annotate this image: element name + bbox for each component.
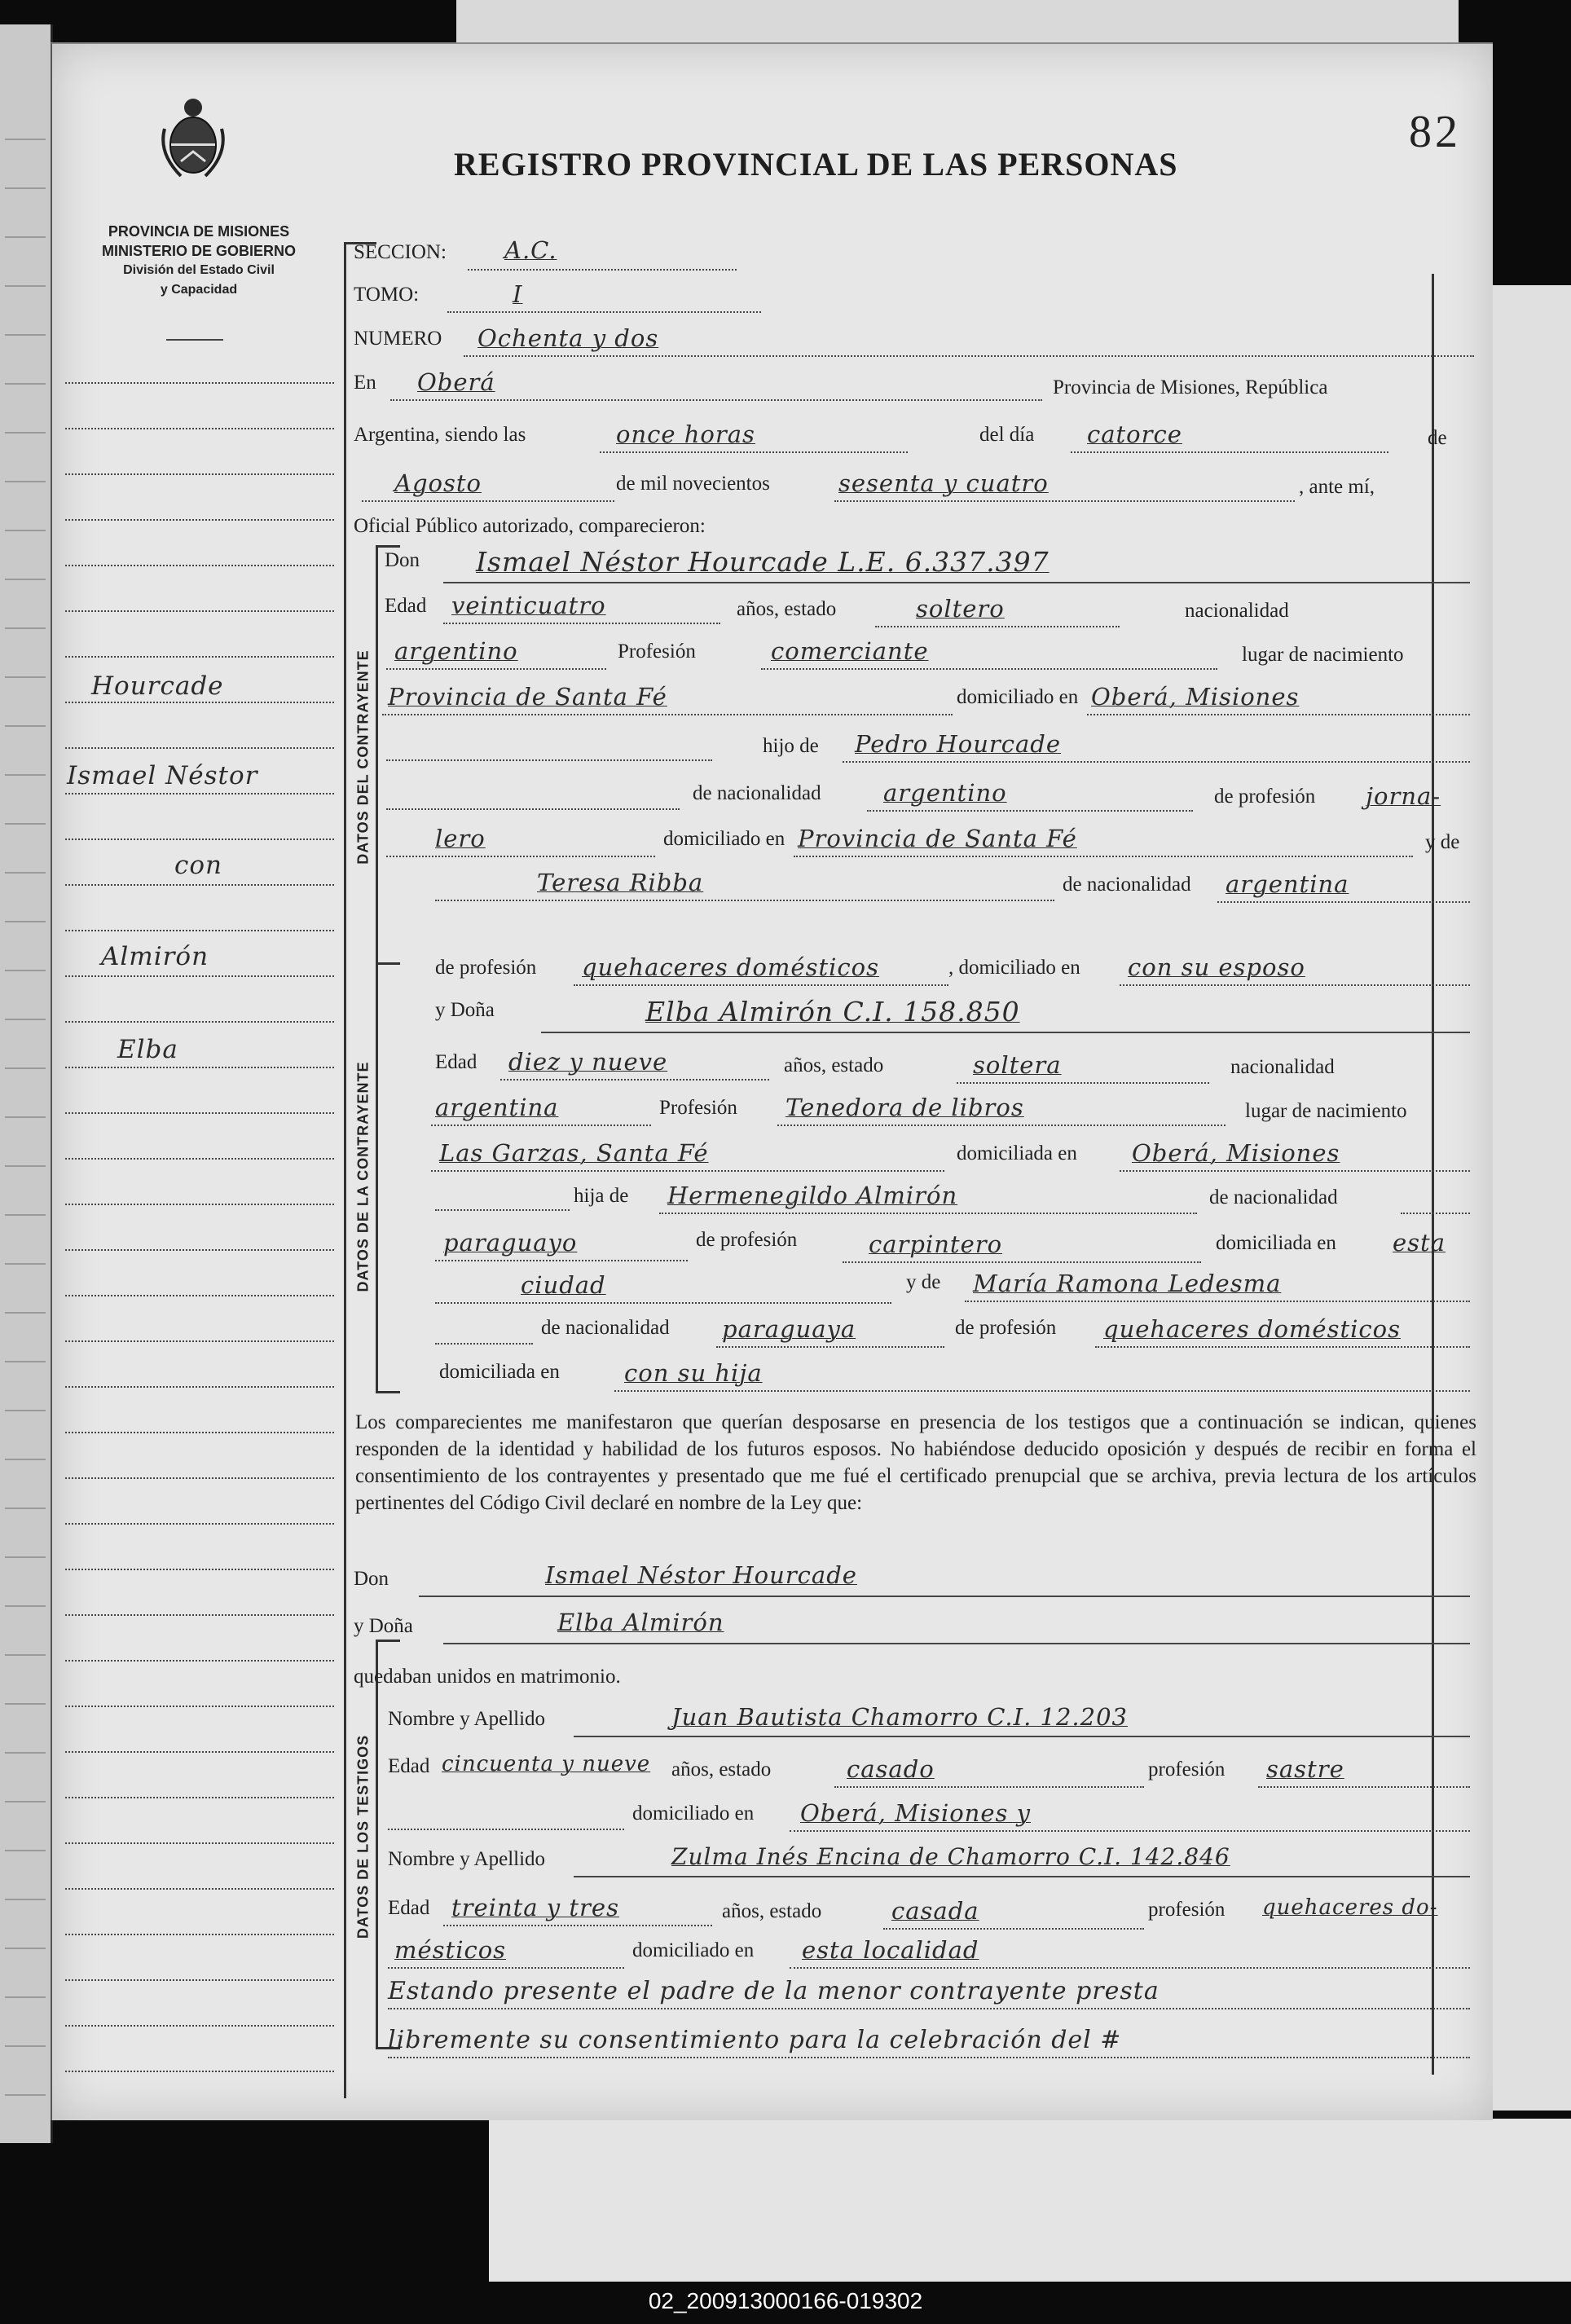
left-adjacent-page xyxy=(0,24,53,2143)
value-padre-novio-nac: argentino xyxy=(883,779,1007,807)
label-numero: NUMERO xyxy=(354,328,442,350)
value-novia-nombre: Elba Almirón C.I. 158.850 xyxy=(645,996,1020,1028)
value-madre-novia: María Ramona Ledesma xyxy=(973,1270,1282,1297)
margin-surname-bride: Almirón xyxy=(101,942,209,971)
label-domiciliado-en: domiciliado en xyxy=(957,686,1079,708)
label-nacionalidad: nacionalidad xyxy=(1185,600,1289,622)
label-en: En xyxy=(354,372,376,394)
value-don-final: Ismael Néstor Hourcade xyxy=(545,1561,857,1589)
value-dia: catorce xyxy=(1087,420,1182,448)
label-anos-estado: años, estado xyxy=(737,598,837,620)
label-de-profesion-3: de profesión xyxy=(696,1229,798,1251)
value-dona-final: Elba Almirón xyxy=(557,1609,724,1636)
value-novio-profesion: comerciante xyxy=(771,637,929,665)
label-seccion: SECCION: xyxy=(354,241,447,263)
label-de-profesion: de profesión xyxy=(1214,786,1316,808)
value-novio-estado: soltero xyxy=(916,595,1005,623)
value-padre-novio-prof1: jorna- xyxy=(1366,782,1441,810)
label-domiciliada-en-3: domiciliada en xyxy=(439,1361,560,1383)
value-madre-novia-prof: quehaceres domésticos xyxy=(1103,1315,1401,1343)
label-nombre-apellido-2: Nombre y Apellido xyxy=(388,1848,546,1870)
note-line-2: libremente su consentimiento para la celebración del # xyxy=(388,2026,1122,2054)
label-y-de: y de xyxy=(1425,831,1460,853)
label-domiciliado-en-4: domiciliado en xyxy=(632,1802,755,1824)
label-anos-estado-2: años, estado xyxy=(784,1054,884,1076)
label-quedaban: quedaban unidos en matrimonio. xyxy=(354,1666,621,1688)
label-domiciliado-en-5: domiciliado en xyxy=(632,1939,755,1961)
label-lugar-nacimiento: lugar de nacimiento xyxy=(1242,644,1404,666)
org-division: División del Estado Civil xyxy=(123,263,275,277)
label-ante-mi: , ante mí, xyxy=(1299,476,1375,498)
label-provincia: Provincia de Misiones, República xyxy=(1053,376,1328,398)
label-argentina-siendo: Argentina, siendo las xyxy=(354,424,526,446)
declaration-paragraph: Los comparecientes me manifestaron que querían desposarse en presencia de los testigos que a continuación se indican, quienes responden de la identidad y habilidad de los futuros esposos. No habiéndose deducido oposición y después de recibir en forma el consentimiento de los contrayentes y presentado que me fué el certificado prenupcial que se archiva, previa lectura de los artículos pertinentes del Código Civil declaré en nombre de la Ley que: xyxy=(355,1411,1476,1514)
value-novia-estado: soltera xyxy=(973,1051,1062,1079)
value-madre-novia-dom: con su hija xyxy=(624,1359,763,1387)
label-de-profesion-4: de profesión xyxy=(955,1317,1057,1339)
label-de-nacionalidad-3: de nacionalidad xyxy=(1209,1186,1338,1208)
value-testigo2-dom: esta localidad xyxy=(802,1936,979,1964)
label-de-profesion-2: de profesión xyxy=(435,957,537,979)
value-padre-novio: Pedro Hourcade xyxy=(855,730,1062,758)
org-ministry: MINISTERIO DE GOBIERNO xyxy=(101,243,297,259)
value-testigo1-estado: casado xyxy=(847,1755,935,1783)
label-de-mil: de mil novecientos xyxy=(616,473,770,495)
label-domiciliado-en-2: domiciliado en xyxy=(663,828,786,850)
label-y-dona: y Doña xyxy=(435,999,495,1021)
label-edad: Edad xyxy=(385,595,427,617)
form-left-rule xyxy=(344,242,346,2098)
label-domiciliada-en-2: domiciliada en xyxy=(1216,1232,1336,1254)
contrayentes-bracket xyxy=(376,545,378,1391)
label-domiciliado-en-3: , domiciliado en xyxy=(948,957,1080,979)
margin-names-groom: Ismael Néstor xyxy=(67,761,258,790)
label-profesion: Profesión xyxy=(618,640,696,662)
value-padre-novia-dom1: esta xyxy=(1393,1229,1446,1257)
value-testigo2-edad: treinta y tres xyxy=(451,1894,619,1921)
label-de-nacionalidad-4: de nacionalidad xyxy=(541,1317,670,1339)
org-block xyxy=(77,222,321,300)
value-tomo: I xyxy=(513,280,523,308)
org-province: PROVINCIA DE MISIONES xyxy=(108,223,290,240)
value-novia-edad: diez y nueve xyxy=(508,1048,668,1076)
value-testigo2-estado: casada xyxy=(891,1897,979,1925)
label-profesion-2: Profesión xyxy=(659,1097,737,1119)
form-right-rule xyxy=(1432,274,1434,2075)
label-de: de xyxy=(1428,427,1447,449)
label-anos-estado-3: años, estado xyxy=(671,1758,772,1780)
section-label-groom: DATOS DEL CONTRAYENTE xyxy=(354,649,372,865)
margin-con: con xyxy=(174,851,222,880)
value-novia-profesion: Tenedora de libros xyxy=(786,1094,1024,1121)
value-seccion: A.C. xyxy=(504,236,557,264)
label-hijo-de: hijo de xyxy=(763,735,819,757)
value-numero: Ochenta y dos xyxy=(477,324,659,352)
page-number: 82 xyxy=(1409,107,1461,157)
value-madre-novio-dom: con su esposo xyxy=(1128,953,1305,981)
value-mes: Agosto xyxy=(394,469,482,497)
label-profesion-3: profesión xyxy=(1148,1758,1226,1780)
label-dona-final: y Doña xyxy=(354,1615,413,1637)
label-don-final: Don xyxy=(354,1568,389,1590)
label-hija-de: hija de xyxy=(574,1185,629,1207)
value-novio-nacionalidad: argentino xyxy=(394,637,518,665)
value-testigo1-dom: Oberá, Misiones y xyxy=(800,1799,1031,1827)
label-del-dia: del día xyxy=(979,424,1035,446)
value-testigo2-prof2: mésticos xyxy=(394,1936,507,1964)
background-sheet-bottom xyxy=(489,2119,1571,2282)
value-novia-domicilio: Oberá, Misiones xyxy=(1132,1139,1340,1167)
label-de-nacionalidad: de nacionalidad xyxy=(693,782,821,804)
value-lugar: Oberá xyxy=(417,368,495,396)
margin-name-bride: Elba xyxy=(117,1035,178,1064)
label-de-nacionalidad-2: de nacionalidad xyxy=(1063,874,1191,896)
note-line-1: Estando presente el padre de la menor contrayente presta xyxy=(388,1977,1160,2005)
value-novio-nombre: Ismael Néstor Hourcade L.E. 6.337.397 xyxy=(476,546,1050,578)
margin-column xyxy=(65,337,342,2089)
value-madre-novia-nac: paraguaya xyxy=(722,1315,856,1343)
label-oficial: Oficial Público autorizado, comparecieron: xyxy=(354,515,706,537)
value-testigo1-nombre: Juan Bautista Chamorro C.I. 12.203 xyxy=(671,1703,1128,1731)
org-capacity: y Capacidad xyxy=(160,283,238,297)
value-padre-novia-dom2: ciudad xyxy=(521,1271,606,1299)
label-edad-2: Edad xyxy=(435,1051,477,1073)
label-nombre-apellido-1: Nombre y Apellido xyxy=(388,1708,546,1730)
value-novio-domicilio: Oberá, Misiones xyxy=(1091,683,1300,711)
margin-surname-groom: Hourcade xyxy=(91,671,224,701)
register-page xyxy=(51,42,1493,2120)
value-novia-lugar-nac: Las Garzas, Santa Fé xyxy=(439,1139,709,1167)
value-anio: sesenta y cuatro xyxy=(838,469,1049,497)
value-padre-novio-dom: Provincia de Santa Fé xyxy=(798,825,1077,852)
value-novio-edad: veinticuatro xyxy=(451,592,606,619)
value-madre-novio: Teresa Ribba xyxy=(537,869,704,896)
label-don: Don xyxy=(385,549,420,571)
label-domiciliada-en: domiciliada en xyxy=(957,1142,1077,1164)
background-sheet-right xyxy=(1491,285,1571,2111)
value-padre-novia: Hermenegildo Almirón xyxy=(667,1182,958,1209)
value-testigo1-edad: cincuenta y nueve xyxy=(442,1752,651,1776)
value-padre-novio-prof2: lero xyxy=(435,825,486,852)
value-padre-novia-prof: carpintero xyxy=(869,1230,1003,1258)
section-label-bride: DATOS DE LA CONTRAYENTE xyxy=(354,1061,372,1292)
coat-of-arms-icon xyxy=(156,96,230,181)
section-label-witnesses: DATOS DE LOS TESTIGOS xyxy=(354,1734,372,1939)
value-madre-novio-prof: quehaceres domésticos xyxy=(582,953,879,981)
image-code-caption: 02_200913000166-019302 xyxy=(648,2288,923,2313)
value-testigo2-nombre: Zulma Inés Encina de Chamorro C.I. 142.846 xyxy=(671,1843,1230,1870)
value-testigo2-prof1: quehaceres do- xyxy=(1262,1895,1438,1920)
value-hora: once horas xyxy=(616,420,755,448)
label-tomo: TOMO: xyxy=(354,284,420,306)
value-padre-novia-nac: paraguayo xyxy=(443,1229,578,1257)
value-testigo1-prof: sastre xyxy=(1266,1755,1344,1783)
label-lugar-nacimiento-2: lugar de nacimiento xyxy=(1245,1100,1407,1122)
testigos-bracket xyxy=(376,1640,378,2047)
label-y-de-2: y de xyxy=(906,1271,941,1293)
label-edad-3: Edad xyxy=(388,1755,430,1777)
document-title: REGISTRO PROVINCIAL DE LAS PERSONAS xyxy=(454,146,1178,183)
label-profesion-4: profesión xyxy=(1148,1899,1226,1921)
label-nacionalidad-2: nacionalidad xyxy=(1230,1056,1335,1078)
label-anos-estado-4: años, estado xyxy=(722,1900,822,1922)
value-novia-nacionalidad: argentina xyxy=(435,1094,559,1121)
value-novio-lugar-nac: Provincia de Santa Fé xyxy=(388,683,667,711)
label-edad-4: Edad xyxy=(388,1897,430,1919)
value-madre-novio-nac: argentina xyxy=(1226,870,1349,898)
